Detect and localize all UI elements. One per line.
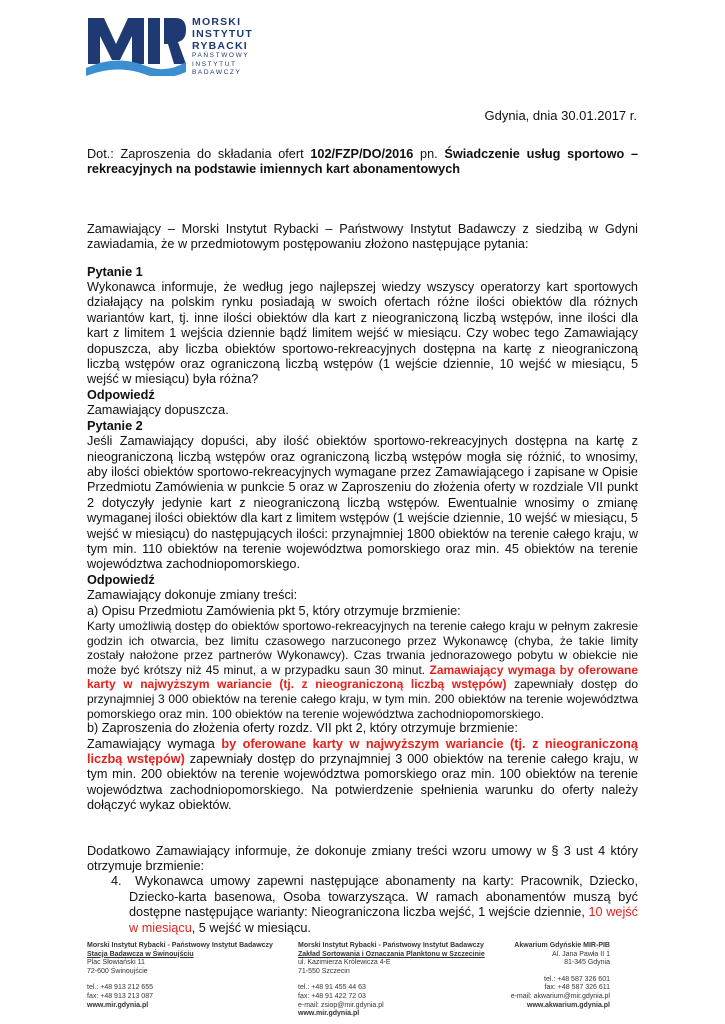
footer-1-tel: tel.: +48 913 212 655 — [87, 984, 153, 992]
subject-prefix: Dot.: Zaproszenia do składania ofert — [87, 147, 311, 161]
logo-line-6: BADAWCZY — [192, 69, 242, 76]
footer-2-addr2: 71-550 Szczecin — [298, 967, 350, 975]
logo-line-1: MORSKI — [192, 16, 242, 28]
footer-swinoujscie — [87, 942, 277, 1010]
answer-2-point-a-text — [87, 619, 638, 721]
institute-logo — [86, 14, 253, 94]
footer-3-website-link[interactable]: www.akwarium.gdynia.pl — [527, 1001, 610, 1009]
footer-szczecin — [298, 942, 498, 1019]
answer-2-intro: Zamawiający dokonuje zmiany treści: — [87, 588, 298, 603]
point-a-text-1: Karty umożliwią dostęp do obiektów sportowo-rekreacyjnych na terenie całego kraju w pełnym zakresie godzin ich otwarcia, bez limitu czasowego narzuconego przez Wykonawcę (chyba, że takie limity zostały nałożone przez partnerów Wykonawcy). Czas trwania jednorazowego pobytu w obiekcie nie może być krótszy niż 45 minut, a w przypadku saun 30 minut. — [87, 618, 638, 677]
footer-1-fax: fax: +48 913 213 087 — [87, 992, 153, 1000]
subject-title: Świadczenie usług sportowo – rekreacyjnych na podstawie imiennych kart abonamentowych — [87, 147, 639, 177]
footer-3-email-link[interactable]: e-mail: akwarium@mir.gdynia.pl — [510, 992, 610, 1000]
footer-1-addr2: 72-600 Świnoujście — [87, 967, 148, 975]
footer-3-addr1: Al. Jana Pawła II 1 — [552, 950, 610, 958]
question-1-text: Wykonawca informuje, że według jego najlepszej wiedzy wszyscy operatorzy kart sportowych działający na polskim rynku posiadają w swoich ofertach różne ilości obiektów dla różnych wariantów kart, tj. inne ilości obiektów dla kart z nieograniczoną liczbą wstępów, inne ilości dla kart z limitem 1 wejścia dziennie bądź limitem wejść w miesiącu. Czy wobec tego Zamawiający dopuszcza, aby liczba obiektów sportowo-rekreacyjnych dostępna na kartę z nieograniczoną liczbą wstępów oraz ograniczoną liczbą wstępów (1 wejście dziennie, 10 wejść w miesiącu, 5 wejść w miesiącu) była różna? — [87, 280, 638, 387]
clause-number: 4. — [111, 874, 122, 889]
footer-3-tel: tel.: +48 587 326 601 — [544, 975, 610, 983]
answer-2-point-a-label: a) Opisu Przedmiotu Zamówienia pkt 5, który otrzymuje brzmienie: — [87, 603, 461, 618]
answer-2-heading: Odpowiedź — [87, 572, 155, 587]
clause-text-1: Wykonawca umowy zapewni następujące abonamenty na karty: Pracownik, Dziecko, Dziecko-karta basenowa, Osoba towarzysząca. W ramach abonamentów muszą być dostępne następujące warianty: Nieograniczona liczba wejść, 1 wejście dziennie, — [129, 874, 638, 920]
footer-2-tel: tel.: +48 91 455 44 63 — [298, 984, 366, 992]
intro-paragraph: Zamawiający – Morski Instytut Rybacki – Państwowy Instytut Badawczy z siedzibą w Gdyni zawiadamia, że w przedmiotowym postępowaniu złożono następujące pytania: — [87, 221, 638, 252]
logo-line-2: INSTYTUT — [192, 28, 253, 40]
letter-body — [87, 147, 638, 936]
footer-2-website-link[interactable]: www.mir.gdynia.pl — [298, 1010, 360, 1018]
answer-1-text: Zamawiający dopuszcza. — [87, 403, 229, 418]
point-a-highlight: Zamawiający wymaga by oferowane karty w najwyższym wariancie (tj. z nieograniczoną liczbą wstępów) — [87, 662, 638, 692]
contract-clause-item — [111, 874, 638, 936]
point-a-text-2: zapewniały dostęp do przynajmniej 3 000 obiektów na terenie całego kraju, w tym min. 200 obiektów na terenie województwa pomorskiego oraz min. 100 obiektów na terenie województwa zachodniopomorskiego. — [87, 677, 638, 721]
subject-mid: pn. — [413, 147, 445, 161]
clause-text-2: , 5 wejść w miesiącu. — [191, 920, 311, 935]
additional-info: Dodatkowo Zamawiający informuje, że dokonuje zmiany treści wzoru umowy w § 3 ust 4 który otrzymuje brzmienie: — [87, 843, 638, 873]
logo-line-5: INSTYTUT — [192, 60, 237, 68]
mir-logo-mark — [86, 14, 186, 76]
footer-2-title: Morski Instytut Rybacki - Państwowy Instytut Badawczy — [298, 942, 484, 949]
question-1-heading: Pytanie 1 — [87, 264, 143, 279]
footer-2-email-link[interactable]: e-mail: zsiop@mir.gdynia.pl — [298, 1001, 384, 1009]
subject-line — [87, 147, 638, 178]
logo-line-4: PAŃSTWOWY — [192, 52, 250, 59]
footer-3-fax: fax: +48 587 326 611 — [544, 984, 610, 992]
answer-1-heading: Odpowiedź — [87, 387, 155, 402]
document-date: Gdynia, dnia 30.01.2017 r. — [484, 108, 637, 123]
page-footer — [0, 928, 725, 1024]
logo-wordmark — [192, 16, 253, 78]
footer-1-website-link[interactable]: www.mir.gdynia.pl — [87, 1001, 149, 1009]
clause-highlight: 10 wejść w miesiącu — [129, 905, 638, 935]
footer-2-fax: fax: +48 91 422 72 03 — [298, 992, 366, 1000]
question-2-heading: Pytanie 2 — [87, 418, 143, 433]
footer-2-addr1: ul. Kazimierza Królewicza 4-E — [298, 959, 391, 967]
footer-1-title: Morski Instytut Rybacki - Państwowy Instytut Badawczy — [87, 942, 273, 949]
answer-2-point-b-text — [87, 737, 638, 814]
footer-1-addr1: Plac Słowiański 11 — [87, 959, 145, 967]
footer-3-addr2: 81-345 Gdynia — [564, 959, 610, 967]
footer-1-station: Stacja Badawcza w Świnoujściu — [87, 950, 194, 958]
answer-2-point-b-label: b) Zaproszenia do złożenia oferty rozdz. VII pkt 2, który otrzymuje brzmienie: — [87, 721, 518, 736]
footer-3-title: Akwarium Gdyńskie MIR-PIB — [514, 942, 610, 949]
footer-2-dept: Zakład Sortowania i Oznaczania Planktonu w Szczecinie — [298, 950, 485, 958]
subject-number: 102/FZP/DO/2016 — [310, 147, 414, 161]
point-b-highlight: by oferowane karty w najwyższym wariancie (tj. z nieograniczoną liczbą wstępów) — [87, 736, 638, 766]
point-b-text-1: Zamawiający wymaga — [87, 736, 222, 751]
logo-line-3: RYBACKI — [192, 40, 248, 52]
footer-akwarium — [470, 942, 610, 1010]
point-b-text-2: zapewniały dostęp do przynajmniej 3 000 obiektów na terenie całego kraju, w tym min. 200 obiektów na terenie województwa pomorskiego oraz min. 100 obiektów na terenie województwa zachodniopomorskiego. Na potwierdzenie spełnienia warunku do oferty należy dołączyć wykaz obiektów. — [87, 751, 638, 813]
question-2-text: Jeśli Zamawiający dopuści, aby ilość obiektów sportowo-rekreacyjnych dostępna na kartę z nieograniczoną liczbą wstępów oraz ograniczoną liczbą wstępów mogła się różnić, to wnosimy, aby ilości obiektów sportowo-rekreacyjnych wymagane przez Zamawiającego i zapisane w Opisie Przedmiotu Zamówienia w punkcie 5 oraz w Zaproszeniu do złożenia oferty w rozdziale VII punkt 2 dotyczyły jedynie kart z nieograniczoną liczbą wstępów. Ewentualnie wnosimy o zmianę wymaganej ilości obiektów dla kart z limitem wstępów (1 wejście dziennie, 10 wejść w miesiącu, 5 wejść w miesiącu) do następujących ilości: przynajmniej 1800 obiektów na terenie całego kraju, w tym min. 110 obiektów na terenie województwa pomorskiego oraz min. 45 obiektów na terenie województwa zachodniopomorskiego. — [87, 434, 638, 572]
